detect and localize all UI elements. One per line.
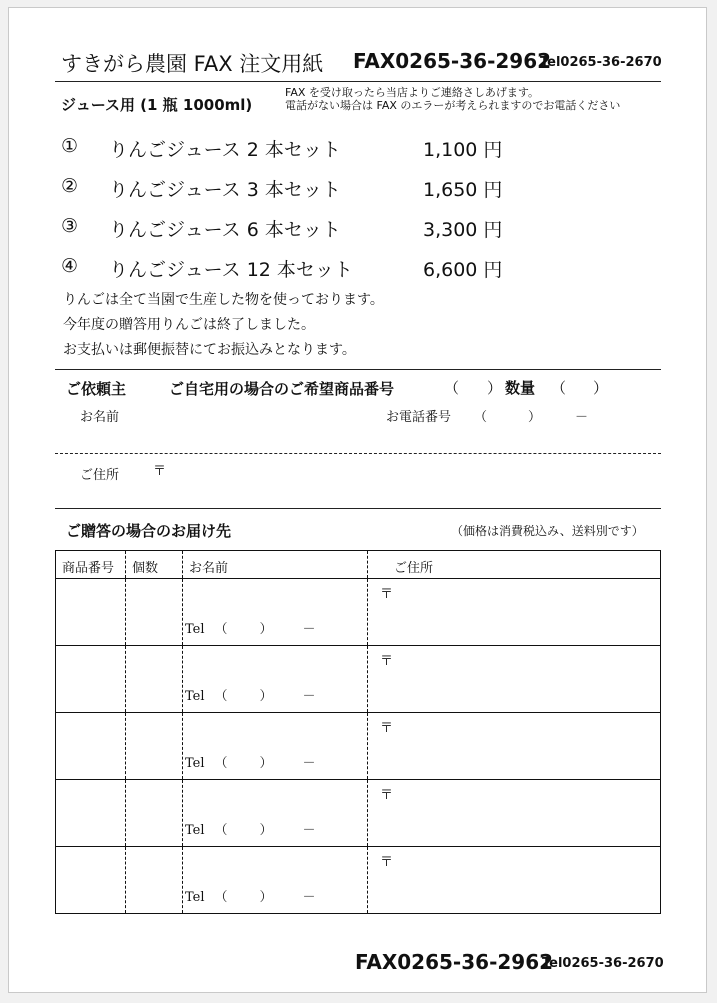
tel-open-paren: （ <box>214 823 228 838</box>
quantity-open-paren: （ <box>551 379 567 397</box>
address-cell[interactable] <box>368 579 661 646</box>
column-header-quantity <box>126 551 183 579</box>
quantity-cell[interactable] <box>126 847 183 914</box>
product-price: 1,100 円 <box>423 139 503 161</box>
info-line-2: 今年度の贈答用りんごは終了しました。 <box>63 317 315 333</box>
quantity-close-paren: ） <box>593 379 609 397</box>
table-row <box>56 780 661 847</box>
requester-name-label: お名前 <box>80 410 120 425</box>
postal-mark: 〒 <box>380 855 394 870</box>
tel-close-paren: ） <box>259 622 273 637</box>
requester-phone-label: お電話番号 <box>386 410 452 425</box>
column-header-text: お名前 <box>189 561 229 576</box>
fax-notice-line2: 電話がない場合は FAX のエラーが考えられますのでお電話ください <box>285 99 621 112</box>
gift-recipient-label: ご贈答の場合のお届け先 <box>66 522 232 540</box>
column-header-text: 商品番号 <box>62 561 115 576</box>
tel-line <box>185 685 316 704</box>
address-cell[interactable] <box>368 713 661 780</box>
product-price: 3,300 円 <box>423 219 503 241</box>
table-row <box>56 713 661 780</box>
name-cell[interactable] <box>183 780 368 847</box>
requester-address-label: ご住所 <box>80 468 120 483</box>
info-line-3: お支払いは郵便振替にてお振込みとなります。 <box>63 342 356 358</box>
product-number-cell[interactable] <box>56 780 126 847</box>
column-header-product-number <box>56 551 126 579</box>
tel-label: Tel <box>185 622 205 637</box>
product-number: ② <box>61 175 79 197</box>
tel-open-paren: （ <box>214 622 228 637</box>
product-number-cell[interactable] <box>56 646 126 713</box>
product-name: りんごジュース 3 本セット <box>109 179 341 201</box>
fax-notice-line1: FAX を受け取ったら当店よりご連絡さしあげます。 <box>285 86 539 99</box>
tel-dash: － <box>302 890 316 905</box>
footer-tel-number: Tel0265-36-2670 <box>542 956 664 971</box>
table-row <box>56 847 661 914</box>
tel-label: Tel <box>185 689 205 704</box>
address-cell[interactable] <box>368 780 661 847</box>
tel-open-paren: （ <box>214 756 228 771</box>
column-header-text: ご住所 <box>394 561 434 576</box>
tel-line <box>185 618 316 637</box>
postal-mark: 〒 <box>380 654 394 669</box>
product-number: ① <box>61 135 79 157</box>
header-divider <box>55 81 661 82</box>
tel-line <box>185 886 316 905</box>
quantity-label: 数量 <box>505 379 536 397</box>
quantity-cell[interactable] <box>126 713 183 780</box>
form-title: すきがら農園 FAX 注文用紙 <box>61 52 324 76</box>
tel-close-paren: ） <box>259 689 273 704</box>
quantity-cell[interactable] <box>126 579 183 646</box>
info-line-1: りんごは全て当園で生産した物を使っております。 <box>63 292 384 308</box>
postal-mark: 〒 <box>380 788 394 803</box>
requester-dashed-divider <box>55 453 661 454</box>
column-header-address <box>368 551 661 579</box>
product-number-open-paren: （ <box>444 379 460 397</box>
product-number-close-paren: ） <box>487 379 503 397</box>
column-header-text: 個数 <box>132 561 159 576</box>
address-cell[interactable] <box>368 847 661 914</box>
address-cell[interactable] <box>368 646 661 713</box>
tel-label: Tel <box>185 890 205 905</box>
product-name: りんごジュース 12 本セット <box>109 259 353 281</box>
product-number-cell[interactable] <box>56 847 126 914</box>
product-number-cell[interactable] <box>56 579 126 646</box>
product-number-cell[interactable] <box>56 713 126 780</box>
product-price: 1,650 円 <box>423 179 503 201</box>
tel-label: Tel <box>185 756 205 771</box>
juice-label: ジュース用 (1 瓶 1000ml) <box>61 96 253 114</box>
tel-open-paren: （ <box>214 689 228 704</box>
name-cell[interactable] <box>183 646 368 713</box>
order-form-sheet <box>8 7 707 993</box>
name-cell[interactable] <box>183 579 368 646</box>
phone-dash: － <box>575 410 589 425</box>
gift-table-header-row <box>56 551 661 579</box>
tel-line <box>185 819 316 838</box>
tel-close-paren: ） <box>259 890 273 905</box>
product-number: ④ <box>61 255 79 277</box>
header-tel-number: Tel0265-36-2670 <box>540 55 662 70</box>
footer-fax-number: FAX0265-36-2962 <box>355 950 554 974</box>
product-number: ③ <box>61 215 79 237</box>
product-price: 6,600 円 <box>423 259 503 281</box>
table-row <box>56 646 661 713</box>
price-note: （価格は消費税込み、送料別です） <box>451 524 644 538</box>
home-product-number-label: ご自宅用の場合のご希望商品番号 <box>169 380 395 398</box>
tel-dash: － <box>302 622 316 637</box>
quantity-cell[interactable] <box>126 780 183 847</box>
product-name: りんごジュース 6 本セット <box>109 219 341 241</box>
requester-label: ご依頼主 <box>66 380 127 398</box>
phone-open-paren: （ <box>474 410 488 425</box>
requester-postal-mark: 〒 <box>153 464 167 479</box>
header-fax-number: FAX0265-36-2962 <box>353 49 552 73</box>
fax-notice <box>285 86 620 112</box>
column-header-name <box>183 551 368 579</box>
quantity-cell[interactable] <box>126 646 183 713</box>
postal-mark: 〒 <box>380 721 394 736</box>
tel-dash: － <box>302 823 316 838</box>
tel-close-paren: ） <box>259 756 273 771</box>
name-cell[interactable] <box>183 847 368 914</box>
name-cell[interactable] <box>183 713 368 780</box>
requester-top-divider <box>55 369 661 370</box>
tel-dash: － <box>302 756 316 771</box>
tel-close-paren: ） <box>259 823 273 838</box>
tel-open-paren: （ <box>214 890 228 905</box>
gift-top-divider <box>55 508 661 509</box>
tel-label: Tel <box>185 823 205 838</box>
phone-close-paren: ） <box>528 410 542 425</box>
tel-dash: － <box>302 689 316 704</box>
tel-line <box>185 752 316 771</box>
postal-mark: 〒 <box>380 587 394 602</box>
table-row <box>56 579 661 646</box>
product-name: りんごジュース 2 本セット <box>109 139 341 161</box>
gift-recipient-table <box>55 550 661 914</box>
